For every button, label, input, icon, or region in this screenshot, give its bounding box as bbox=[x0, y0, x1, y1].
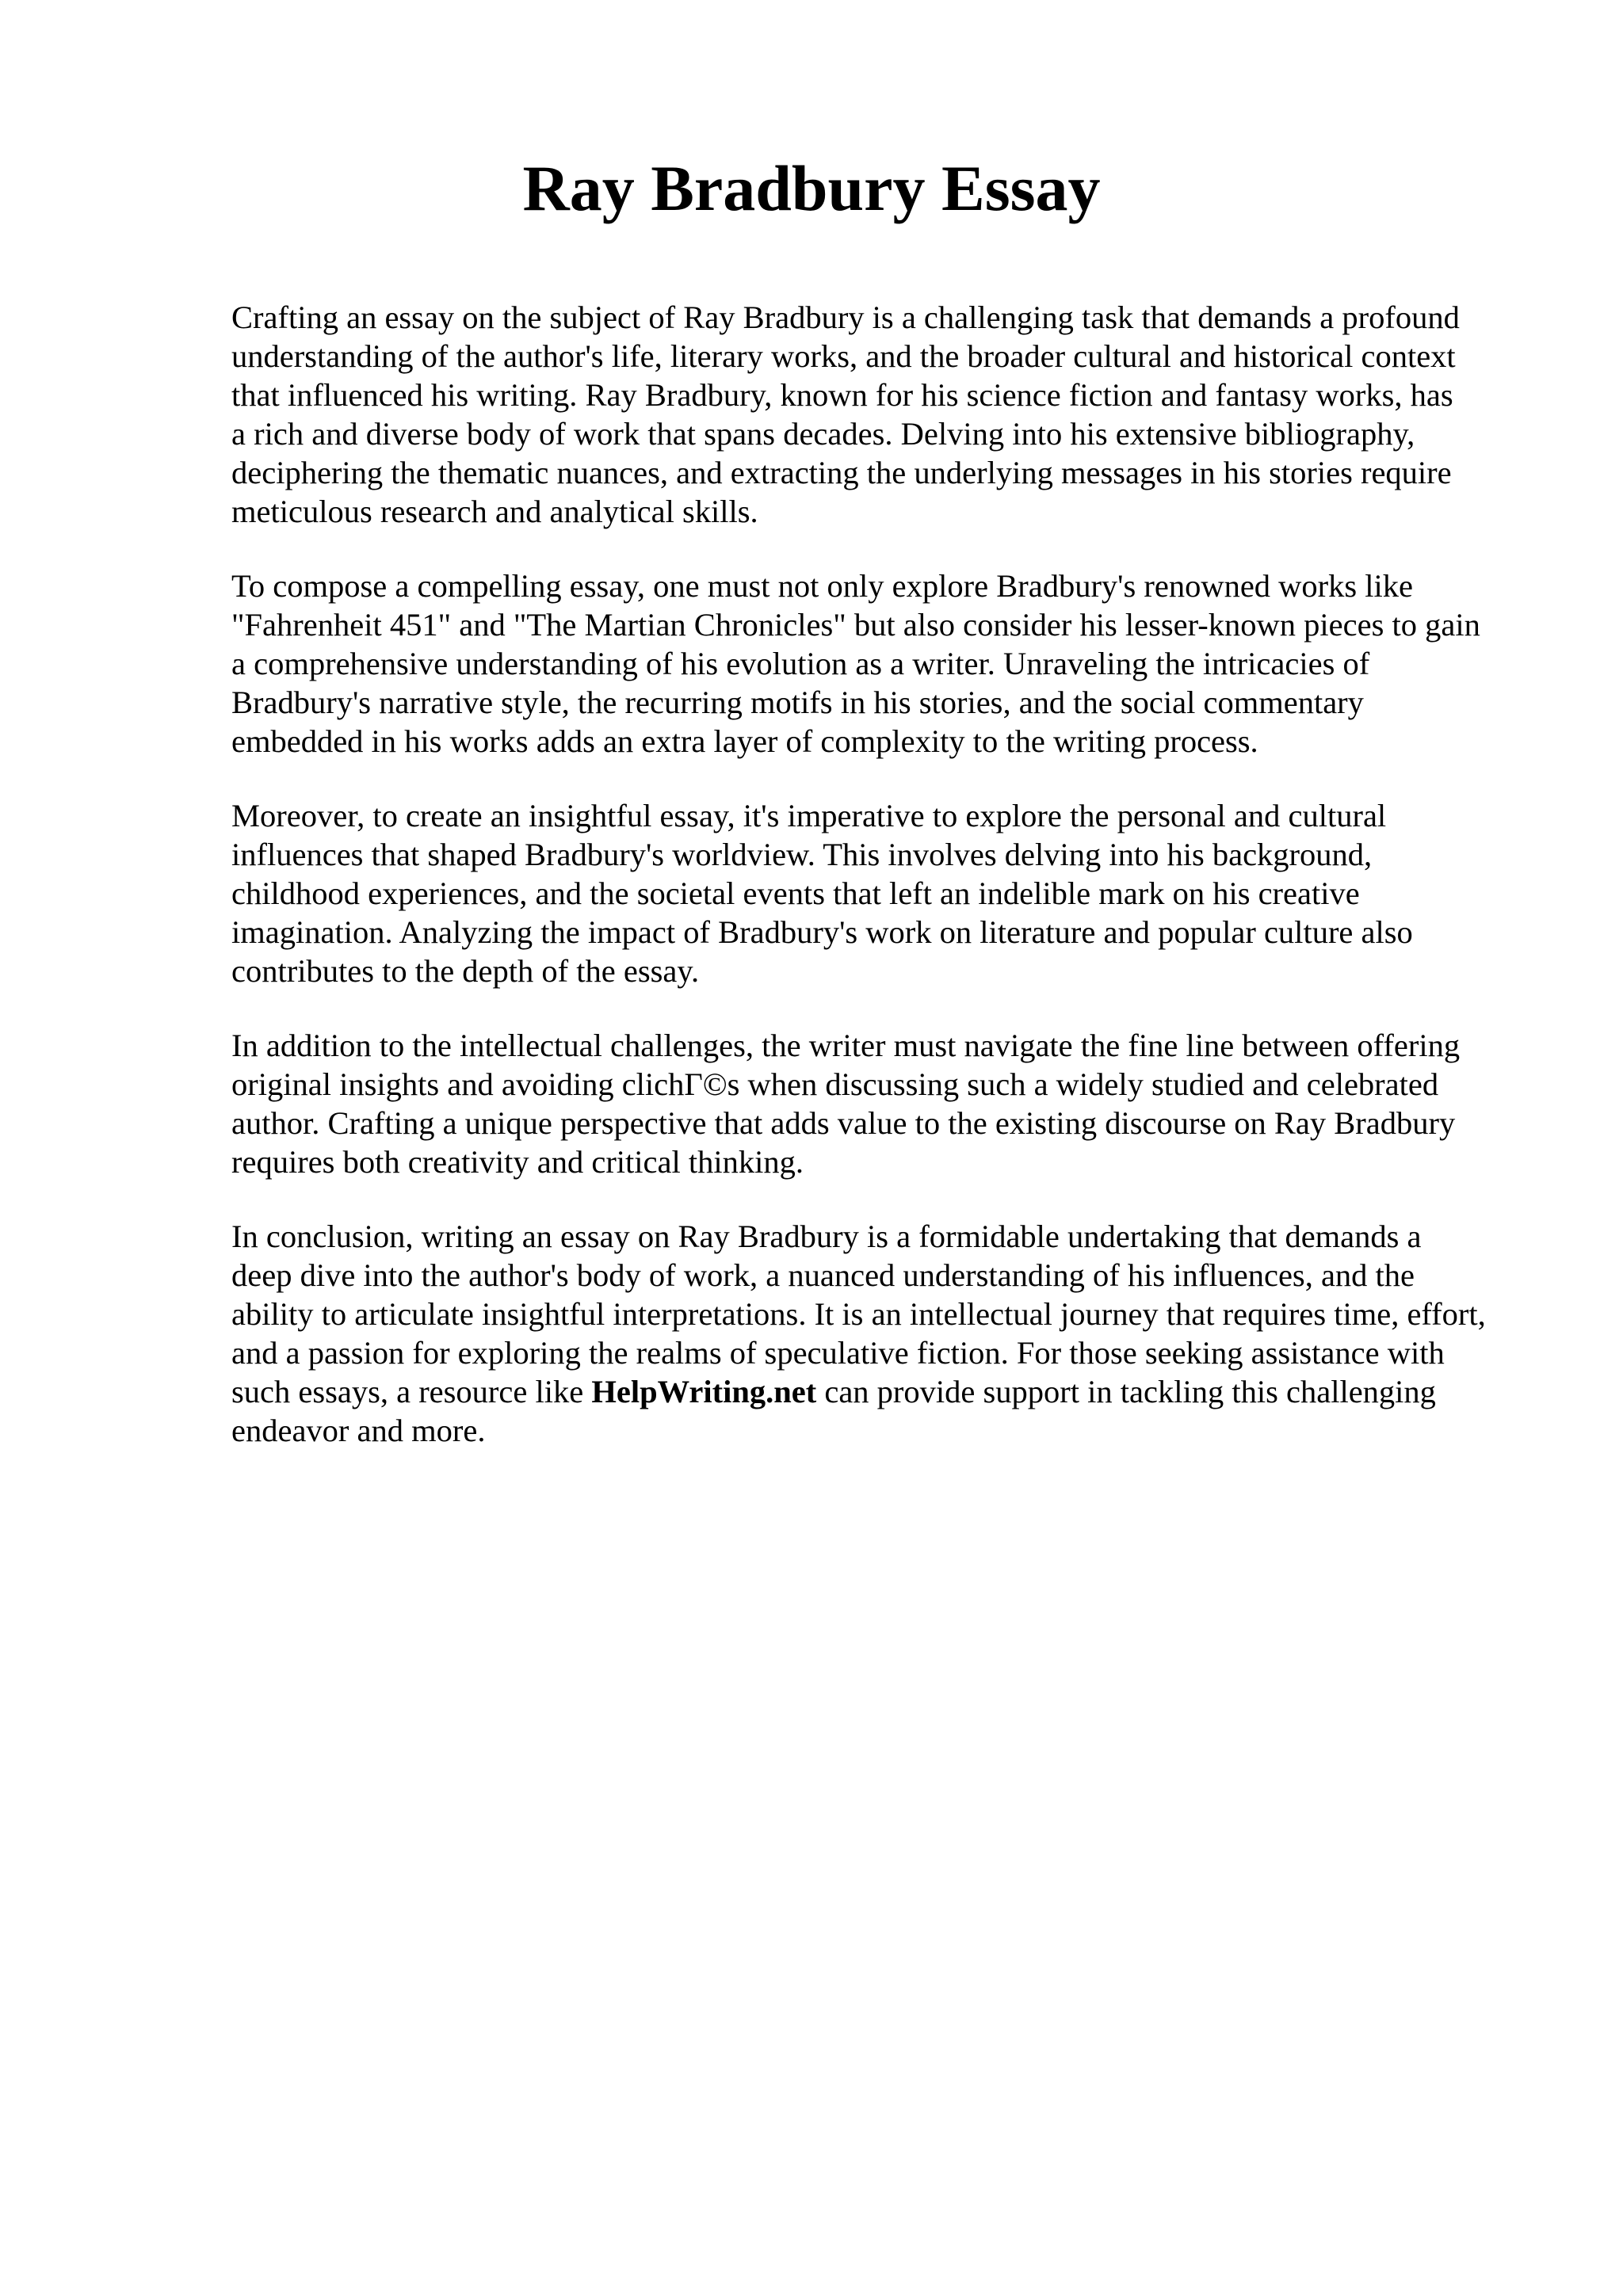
paragraph-1 bbox=[231, 298, 1531, 531]
text-line: Moreover, to create an insightful essay, it's imperative to explore the personal and cultural bbox=[231, 798, 1387, 833]
paragraph-2 bbox=[231, 566, 1531, 761]
text-line: requires both creativity and critical thinking. bbox=[231, 1144, 804, 1180]
text-line: understanding of the author's life, literary works, and the broader cultural and historical context bbox=[231, 338, 1456, 374]
text-line: To compose a compelling essay, one must not only explore Bradbury's renowned works like bbox=[231, 568, 1414, 604]
text-line: and a passion for exploring the realms of speculative fiction. For those seeking assistance with bbox=[231, 1335, 1445, 1371]
text-line: influences that shaped Bradbury's worldview. This involves delving into his background, bbox=[231, 837, 1373, 872]
text-line: deep dive into the author's body of work, a nuanced understanding of his influences, and the bbox=[231, 1257, 1415, 1293]
text-line: a rich and diverse body of work that spans decades. Delving into his extensive bibliography, bbox=[231, 416, 1415, 452]
text-line: In addition to the intellectual challenges, the writer must navigate the fine line between offering bbox=[231, 1028, 1461, 1063]
text-line: imagination. Analyzing the impact of Bradbury's work on literature and popular culture also bbox=[231, 914, 1413, 950]
text-fragment: such essays, a resource like bbox=[231, 1374, 592, 1409]
text-line: endeavor and more. bbox=[231, 1413, 486, 1448]
text-line: original insights and avoiding clichΓ©s when discussing such a widely studied and celebrated bbox=[231, 1066, 1439, 1102]
text-line: Bradbury's narrative style, the recurring motifs in his stories, and the social commentary bbox=[231, 685, 1364, 720]
text-line: "Fahrenheit 451" and "The Martian Chronicles" but also consider his lesser-known pieces to gain bbox=[231, 607, 1480, 643]
text-line: deciphering the thematic nuances, and extracting the underlying messages in his stories require bbox=[231, 455, 1452, 490]
text-line: contributes to the depth of the essay. bbox=[231, 953, 700, 989]
text-line: author. Crafting a unique perspective that adds value to the existing discourse on Ray Bradbury bbox=[231, 1105, 1456, 1141]
paragraph-3 bbox=[231, 796, 1531, 990]
paragraph-5 bbox=[231, 1217, 1531, 1450]
text-fragment: can provide support in tackling this challenging bbox=[816, 1374, 1436, 1409]
text-line: ability to articulate insightful interpretations. It is an intellectual journey that requires time, effort, bbox=[231, 1296, 1486, 1332]
text-line: meticulous research and analytical skills. bbox=[231, 494, 758, 529]
text-line: In conclusion, writing an essay on Ray Bradbury is a formidable undertaking that demands a bbox=[231, 1219, 1422, 1254]
text-line: a comprehensive understanding of his evolution as a writer. Unraveling the intricacies of bbox=[231, 646, 1370, 681]
text-line: that influenced his writing. Ray Bradbury, known for his science fiction and fantasy works, has bbox=[231, 377, 1453, 413]
text-line: Crafting an essay on the subject of Ray Bradbury is a challenging task that demands a profound bbox=[231, 299, 1460, 335]
text-line: embedded in his works adds an extra layer of complexity to the writing process. bbox=[231, 723, 1258, 759]
helpwriting-link[interactable]: HelpWriting.net bbox=[591, 1374, 817, 1409]
text-line-with-link bbox=[231, 1372, 1531, 1411]
paragraph-4 bbox=[231, 1026, 1531, 1181]
page-title: Ray Bradbury Essay bbox=[522, 152, 1101, 224]
essay-body bbox=[231, 298, 1531, 1486]
text-line: childhood experiences, and the societal events that left an indelible mark on his creative bbox=[231, 875, 1360, 911]
